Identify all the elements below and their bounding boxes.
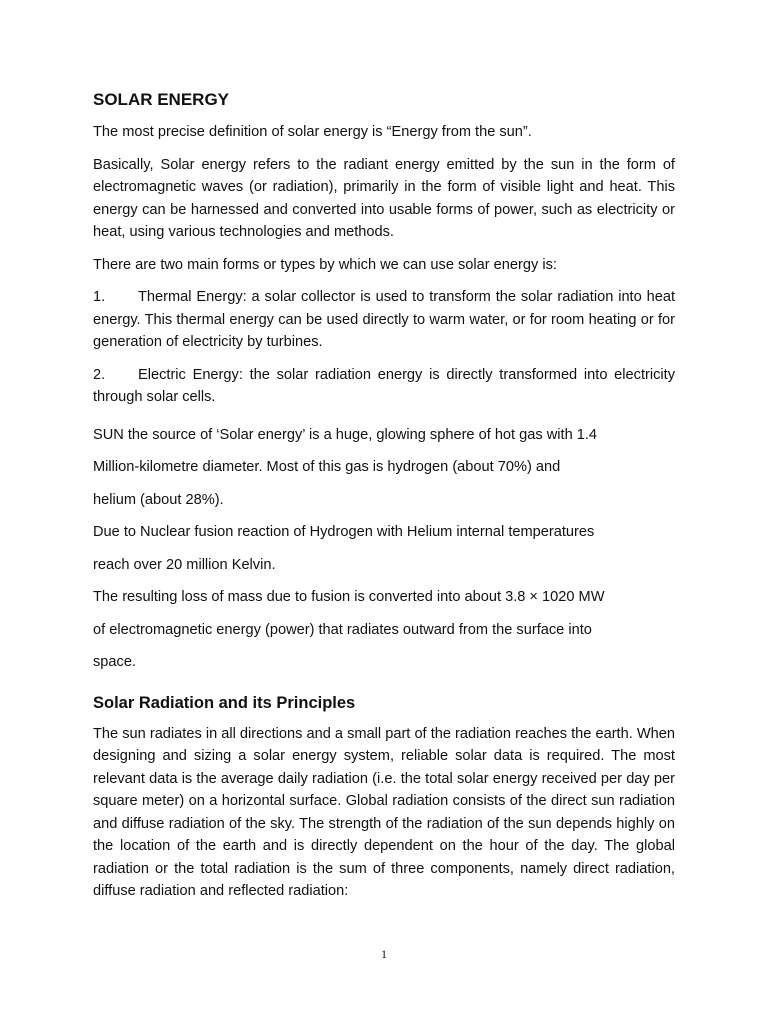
sun-line: The resulting loss of mass due to fusion is converted into about 3.8 × 1020 MW <box>93 589 605 605</box>
sun-line: Million-kilometre diameter. Most of this gas is hydrogen (about 70%) and <box>93 459 561 475</box>
sun-line: SUN the source of ‘Solar energy’ is a huge, glowing sphere of hot gas with 1.4 <box>93 426 598 443</box>
list-item <box>93 364 675 409</box>
document-title: SOLAR ENERGY <box>93 90 230 109</box>
section-heading: Solar Radiation and its Principles <box>93 693 356 712</box>
sun-line: reach over 20 million Kelvin. <box>93 556 276 573</box>
list-item-text: Electric Energy: the solar radiation energy is directly transformed into electricity through solar cells. <box>93 366 675 405</box>
sun-line: space. <box>93 654 136 670</box>
list-item-text: Thermal Energy: a solar collector is used to transform the solar radiation into heat energy. This thermal energy can be used directly to warm water, or for room heating or for generation of electricity by turbines. <box>93 289 675 350</box>
page-number: 1 <box>381 947 387 961</box>
document-body <box>93 88 675 913</box>
basically-paragraph: Basically, Solar energy refers to the radiant energy emitted by the sun in the form of electromagnetic waves (or radiation), primarily in the form of visible light and heat. This energy can be harnessed and converted into usable forms of power, such as electricity or heat, using various technologies and methods. <box>93 156 675 240</box>
sun-line: Due to Nuclear fusion reaction of Hydrogen with Helium internal temperatures <box>93 524 595 540</box>
list-item-number: 2. <box>93 366 106 383</box>
intro-sentence: The most precise definition of solar energy is “Energy from the sun”. <box>93 124 532 140</box>
sun-line: helium (about 28%). <box>93 491 224 508</box>
list-item-number: 1. <box>93 289 106 305</box>
list-item <box>93 286 675 354</box>
radiation-paragraph: The sun radiates in all directions and a small part of the radiation reaches the earth. When designing and sizing a solar energy system, reliable solar data is required. The most relevant data is the average daily radiation (i.e. the total solar energy received per day per square meter) on a horizontal surface. Global radiation consists of the direct sun radiation and diffuse radiation of the sky. The strength of the radiation of the sun depends highly on the location of the earth and is directly dependent on the hour of the day. The global radiation or the total radiation is the sum of three components, namely direct radiation, diffuse radiation and reflected radiation: <box>93 725 675 899</box>
forms-intro: There are two main forms or types by which we can use solar energy is: <box>93 256 557 273</box>
sun-line: of electromagnetic energy (power) that radiates outward from the surface into <box>93 621 592 638</box>
